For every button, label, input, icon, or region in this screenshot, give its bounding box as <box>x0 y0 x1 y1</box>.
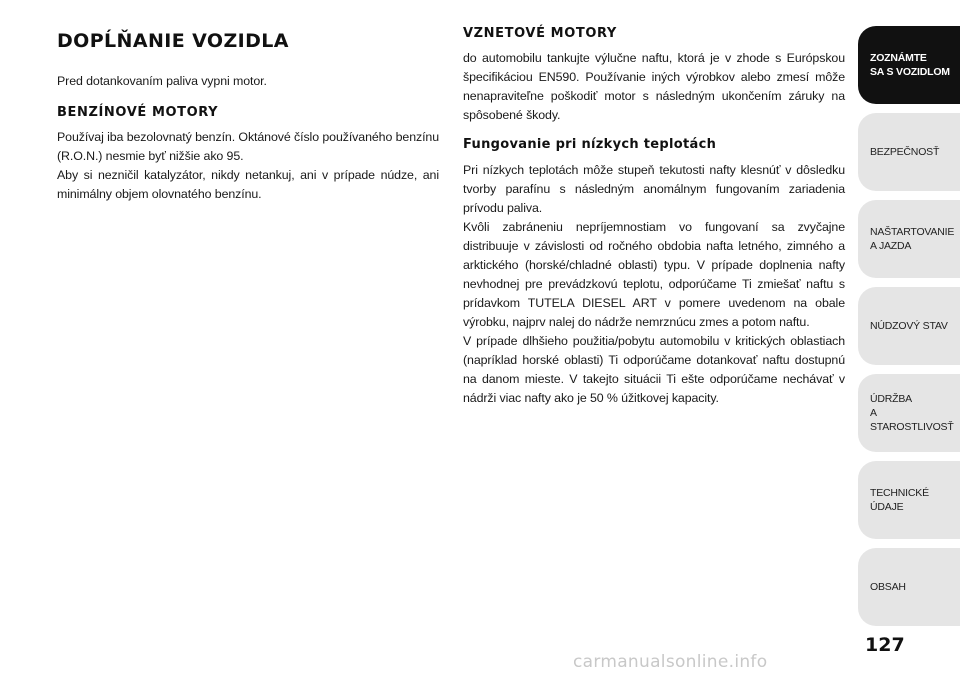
right-column <box>463 26 845 408</box>
tab-nudzovy-stav[interactable] <box>858 287 960 365</box>
tab-label-line1: OBSAH <box>870 581 906 593</box>
cold-text-2: Kvôli zabráneniu nepríjemnostiam vo fungovaní sa zvyčajne distribuuje v závislosti od ročného obdobia nafta letného, zimného a arktického (horské/chladné oblasti) typu. V prípade doplnenia nafty nevhodnej pre prevádzkovú teplotu, odporúčame Ti zmiešať naftu s prídavkom TUTELA DIESEL ART v pomere uvedenom na obale výrobku, najprv nalej do nádrže nemrznúcu zmes a potom naftu. <box>463 220 845 329</box>
tab-technicke-udaje[interactable] <box>858 461 960 539</box>
tab-label-line1: NAŠTARTOVANIE <box>870 226 955 238</box>
cold-text-1: Pri nízkych teplotách môže stupeň tekutosti nafty klesnúť v dôsledku tvorby parafínu s následným anomálnym fungovaním zariadenia prívodu paliva. <box>463 163 845 215</box>
page-title: DOPĹŇANIE VOZIDLA <box>57 30 289 52</box>
tab-label-line1: BEZPEČNOSŤ <box>870 146 940 158</box>
tab-label-line2: A STAROSTLIVOSŤ <box>870 407 954 433</box>
left-column <box>57 26 439 204</box>
tab-label-line2: ÚDAJE <box>870 501 904 513</box>
tab-label-line1: ZOZNÁMTE <box>870 52 927 64</box>
tab-nastartovanie[interactable] <box>858 200 960 278</box>
cold-heading: Fungovanie pri nízkych teplotách <box>463 137 717 152</box>
petrol-heading: BENZÍNOVÉ MOTORY <box>57 105 219 120</box>
diesel-text: do automobilu tankujte výlučne naftu, ktorá je v zhode s Európskou špecifikáciou EN590. Používanie iných výrobkov alebo zmesí môže nenapraviteľne poškodiť motor s následným ukončením záruky na spôsobené škody. <box>463 51 845 122</box>
tab-label-line1: NÚDZOVÝ STAV <box>870 320 948 332</box>
tab-zoznamte[interactable] <box>858 26 960 104</box>
tab-label-line2: SA S VOZIDLOM <box>870 66 950 78</box>
tab-label-line2: A JAZDA <box>870 240 912 252</box>
tab-label-line1: TECHNICKÉ <box>870 487 929 499</box>
petrol-text-2: Aby si nezničil katalyzátor, nikdy netankuj, ani v prípade núdze, ani minimálny objem olovnatého benzínu. <box>57 168 439 201</box>
watermark: carmanualsonline.info <box>573 652 768 672</box>
intro-text: Pred dotankovaním paliva vypni motor. <box>57 74 267 88</box>
petrol-text-1: Používaj iba bezolovnatý benzín. Oktánové číslo používaného benzínu (R.O.N.) nesmie byť nižšie ako 95. <box>57 130 439 163</box>
tab-label-line1: ÚDRŽBA <box>870 393 912 405</box>
tab-bezpecnost[interactable] <box>858 113 960 191</box>
tab-obsah[interactable] <box>858 548 960 626</box>
tab-udrzba[interactable] <box>858 374 960 452</box>
cold-text-3: V prípade dlhšieho použitia/pobytu automobilu v kritických oblastiach (napríklad horské oblasti) Ti odporúčame dotankovať naftu dostupnú na danom mieste. V takejto situácii Ti ešte odporúčame nechávať v nádrži viac nafty ako je 50 % úžitkovej kapacity. <box>463 334 845 405</box>
chapter-tabs <box>858 0 960 677</box>
page-number: 127 <box>865 634 905 656</box>
diesel-heading: VZNETOVÉ MOTORY <box>463 26 617 41</box>
